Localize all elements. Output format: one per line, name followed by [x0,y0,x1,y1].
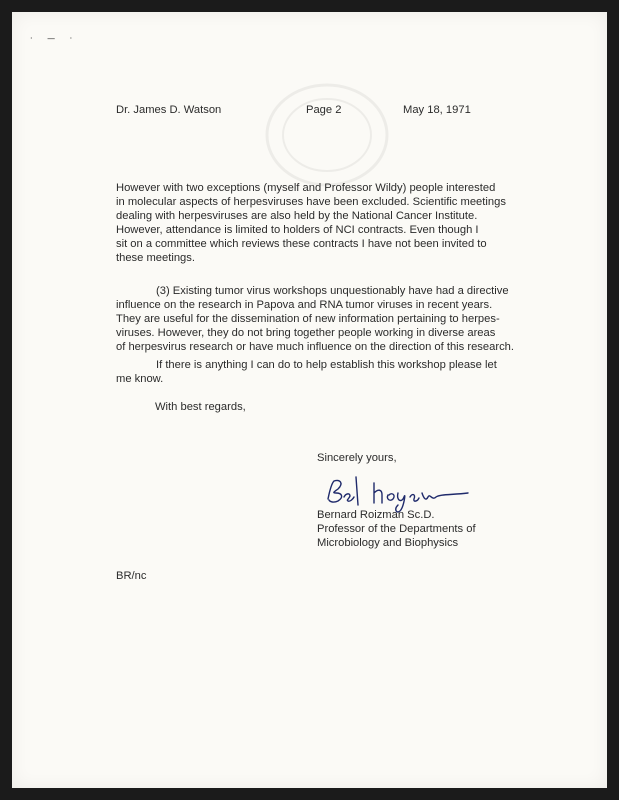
paragraph-exceptions [116,181,546,265]
paragraph-line: in molecular aspects of herpesviruses have been excluded. Scientific meetings [116,196,506,208]
paragraph-line: influence on the research in Papova and RNA tumor viruses in recent years. [116,299,493,311]
paragraph-help [116,358,546,386]
paragraph-line: viruses. However, they do not bring together people working in diverse areas [116,327,496,339]
paragraph-line: However, attendance is limited to holders of NCI contracts. Even though I [116,224,479,236]
letter-body [12,12,607,788]
paragraph-line: of herpesvirus research or have much influence on the direction of this research. [116,341,514,353]
paragraph-line: these meetings. [116,252,195,264]
paragraph-line: dealing with herpesviruses are also held by the National Cancer Institute. [116,210,478,222]
paragraph-line: sit on a committee which reviews these contracts I have not been invited to [116,238,487,250]
paragraph-line: me know. [116,373,164,385]
paragraph-line: They are useful for the dissemination of new information pertaining to herpes- [116,313,500,325]
signoff: Sincerely yours, [317,452,397,464]
paragraph-line: (3) Existing tumor virus workshops unquestionably have had a directive [156,285,509,297]
paragraph-line: However with two exceptions (myself and Professor Wildy) people interested [116,182,496,194]
header-date: May 18, 1971 [403,104,471,116]
header-page-number: Page 2 [306,104,342,116]
typist-initials: BR/nc [116,570,147,582]
header-recipient: Dr. James D. Watson [116,104,222,116]
letter-page [12,12,607,788]
signature-block [317,508,476,550]
closing-line: With best regards, [155,401,246,413]
paragraph-line: If there is anything I can do to help establish this workshop please let [156,359,497,371]
paragraph-workshops [116,284,546,354]
signatory-name: Bernard Roizman Sc.D. [317,509,435,521]
scan-artifact: · — · [30,34,79,43]
signatory-department: Microbiology and Biophysics [317,537,459,549]
signatory-title: Professor of the Departments of [317,523,476,535]
